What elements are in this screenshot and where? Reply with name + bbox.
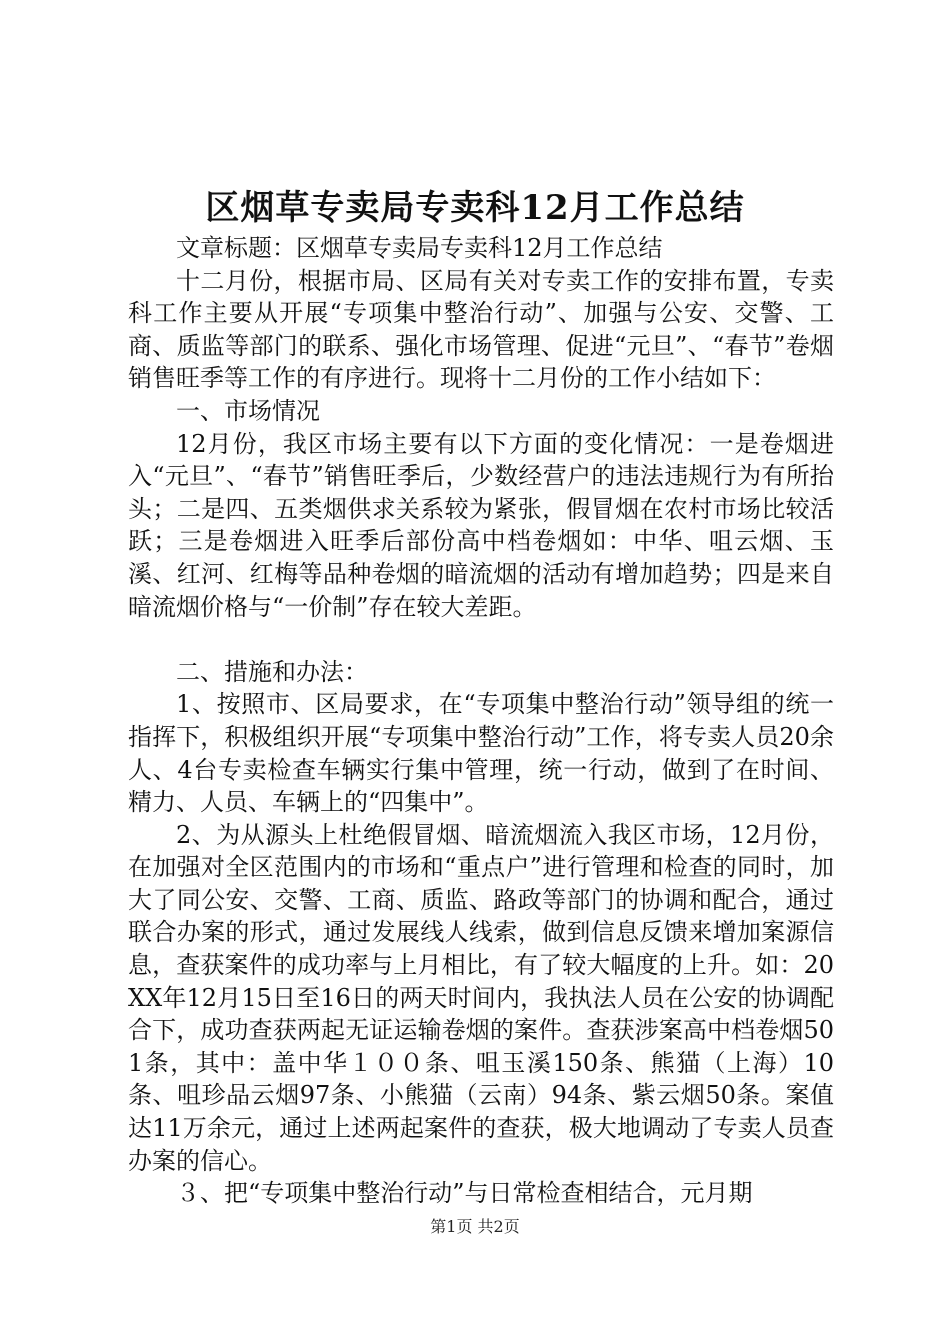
measure-paragraph-2: 2、为从源头上杜绝假冒烟、暗流烟流入我区市场，12月份，在加强对全区范围内的市场和“重点户”进行管理和检查的同时，加大了同公安、交警、工商、质监、路政等部门的协调和配合，通过联合办案的形式，通过发展线人线索，做到信息反馈来增加案源信息，查获案件的成功率与上月相比，有了较大幅度的上升。如：20XX年12月15日至16日的两天时间内，我执法人员在公安的协调配合下，成功查获两起无证运输卷烟的案件。查获涉案高中档卷烟501条，其中：盖中华１００条、咀玉溪150条、熊猫（上海）10条、咀珍品云烟97条、小熊猫（云南）94条、紫云烟50条。案值达11万余元，通过上述两起案件的查获，极大地调动了专卖人员查办案的信心。 xyxy=(128,820,834,1175)
measure-paragraph-3: ３、把“专项集中整治行动”与日常检查相结合，元月期 xyxy=(176,1179,753,1208)
document-body xyxy=(128,232,834,1210)
market-paragraph: 12月份，我区市场主要有以下方面的变化情况：一是卷烟进入“元旦”、“春节”销售旺季后，少数经营户的违法违规行为有所抬头；二是四、五类烟供求关系较为紧张，假冒烟在农村市场比较活跃；三是卷烟进入旺季后部份高中档卷烟如：中华、咀云烟、玉溪、红河、红梅等品种卷烟的暗流烟的活动有增加趋势；四是来自暗流烟价格与“一价制”存在较大差距。 xyxy=(128,429,834,621)
measure-paragraph-1: 1、按照市、区局要求，在“专项集中整治行动”领导组的统一指挥下，积极组织开展“专项集中整治行动”工作，将专卖人员20余人、4台专卖检查车辆实行集中管理，统一行动，做到了在时间、精力、人员、车辆上的“四集中”。 xyxy=(128,690,834,817)
section-heading-measures: 二、措施和办法： xyxy=(176,657,368,686)
page-footer: 第1页 共2页 xyxy=(430,1217,520,1236)
document-title: 区烟草专卖局专卖科12月工作总结 xyxy=(205,188,745,228)
intro-paragraph: 十二月份，根据市局、区局有关对专卖工作的安排布置，专卖科工作主要从开展“专项集中整治行动”、加强与公安、交警、工商、质监等部门的联系、强化市场管理、促进“元旦”、“春节”卷烟销售旺季等工作的有序进行。现将十二月份的工作小结如下： xyxy=(128,266,834,393)
section-heading-market: 一、市场情况 xyxy=(176,396,320,425)
article-title-line: 文章标题：区烟草专卖局专卖科12月工作总结 xyxy=(176,234,663,262)
